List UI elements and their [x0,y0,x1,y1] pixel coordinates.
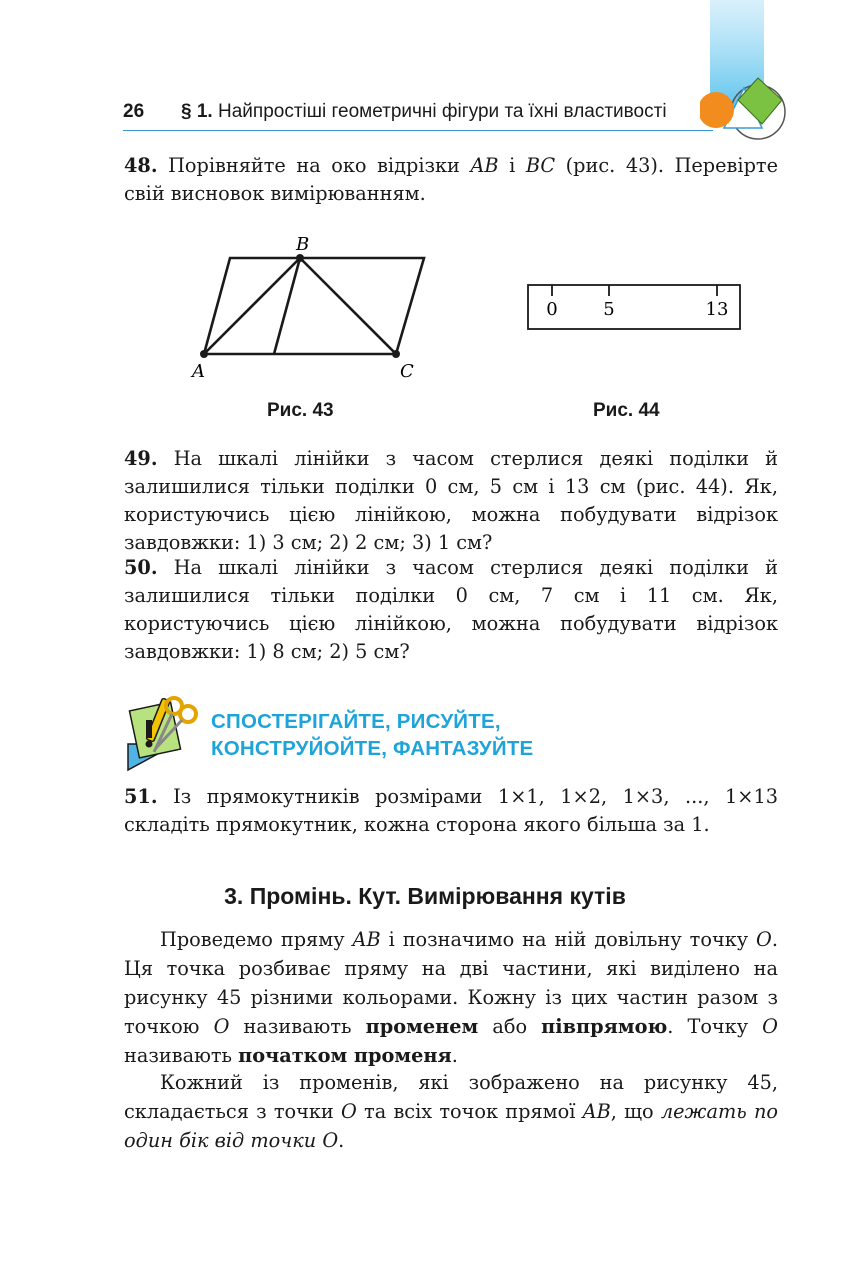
para-text: . Точку [667,1015,763,1038]
problem-text: На шкалі лінійки з часом стерлися деякі поділки й залишилися тільки поділки 0 см, 5 см і 13 см (рис. 44). Як, користуючись цією лінійкою, можна побудувати відрізок завдовжки: 1) 3 см; 2) 2 см; 3) 1 см? [124,447,778,554]
problem-text: На шкалі лінійки з часом стерлися деякі поділки й залишилися тільки поділки 0 см, 7 см і 11 см. Як, користуючись цією лінійкою, можна побудувати відрізок завдовжки: 1) 8 см; 2) 5 см? [124,556,778,663]
para-text: . [451,1044,458,1067]
problem-text: і [498,154,526,177]
figure-43-parallelogram [186,228,446,388]
segment-ab-line [204,258,300,354]
point-c [392,350,400,358]
problem-50 [124,554,778,666]
label-a: A [192,361,205,382]
section-heading: 3. Промінь. Кут. Вимірювання кутів [224,883,626,909]
scissors-ring-icon [180,706,196,722]
problem-51 [124,783,778,839]
segment-ab: AB [470,154,499,177]
creative-heading-line1: СПОСТЕРІГАЙТЕ, РИСУЙТЕ, [211,710,501,733]
exclamation-icon [146,720,152,738]
term-ray-origin: початком променя [238,1044,452,1067]
para-text: називають [124,1044,239,1067]
corner-decoration [700,0,850,150]
term-half-line: півпрямою [541,1015,668,1038]
problem-text: Із прямокутників розмірами 1×1, 1×2, 1×3, ..., 1×13 складіть прямокутник, кожна сторона якого більша за 1. [124,785,778,836]
paragraph-2 [124,1068,778,1155]
para-text: та всіх точок прямої [356,1100,583,1123]
para-text: . [338,1129,345,1152]
figure-43-caption: Рис. 43 [267,400,334,421]
segment-bc: BC [525,154,556,177]
header-section-number: § 1. [181,101,213,122]
point-o: O [213,1015,230,1038]
ruler-label-5: 5 [603,299,615,320]
label-c: C [400,361,414,382]
label-b: B [296,234,310,255]
term-ray: променем [365,1015,479,1038]
para-text: або [478,1015,542,1038]
ruler-label-0: 0 [546,299,558,320]
para-text: і позначимо на ній довільну точку [380,928,757,951]
problem-number: 49. [124,447,158,470]
para-text: називають [229,1015,366,1038]
segment-bc-line [300,258,396,354]
point-o: O [756,928,772,951]
exclamation-dot-icon [146,741,153,748]
para-text: . Ця точка розбиває пряму на дві частини, які виділено на рисунку 45 різними кольорами. Кожну із цих частин разом з точкою [124,928,778,1038]
problem-text: Порівняйте на око відрізки [157,154,471,177]
figure-44-ruler [520,278,750,338]
para-text: , що [610,1100,661,1123]
creative-tools-icon [124,692,204,772]
problem-number: 48. [124,154,158,177]
ruler-label-13: 13 [705,299,729,320]
creative-heading-line2: КОНСТРУЙОЙТЕ, ФАНТАЗУЙТЕ [211,737,534,760]
point-o: O [762,1015,778,1038]
point-o: O [341,1100,357,1123]
point-b [296,254,304,262]
problem-number: 50. [124,556,158,579]
line-ab: AB [582,1100,611,1123]
problem-text: (рис. 43). Перевірте свій висновок вимірюванням. [124,154,778,205]
problem-number: 51. [124,785,158,808]
page-header [123,100,713,131]
figure-44-caption: Рис. 44 [593,400,660,421]
para-text: Проведемо пряму [160,928,353,951]
line-ab: AB [352,928,381,951]
paragraph-1 [124,925,778,1070]
problem-49 [124,445,778,557]
point-a [200,350,208,358]
problem-48 [124,152,778,208]
para-text: Кожний із променів, які зображено на рисунку 45, складається з точки [124,1071,778,1123]
italic-phrase: лежать по один бік від точки O [124,1100,778,1152]
header-title: Найпростіші геометричні фігури та їхні властивості [218,101,667,122]
page-number: 26 [123,101,145,122]
